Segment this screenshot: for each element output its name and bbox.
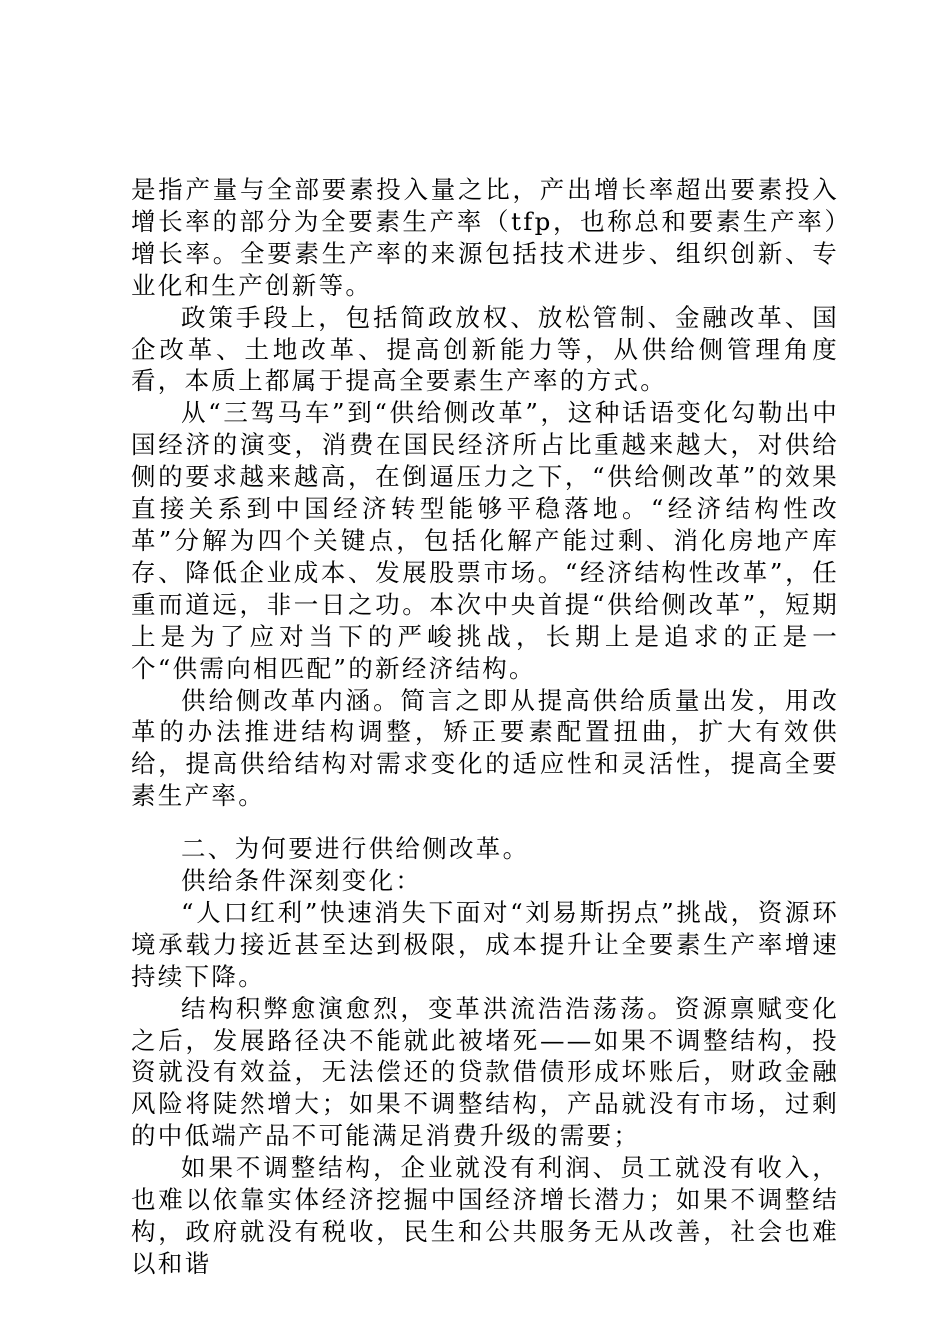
document-page: [131, 174, 839, 1280]
paragraph-three-carriages: 从“三驾马车”到“供给侧改革”，这种话语变化勾勒出中国经济的演变，消费在国民经济所占比重越来越大，对供给侧的要求越来越高，在倒逼压力之下，“供给侧改革”的效果直接关系到中国经济转型能够平稳落地。“经济结构性改革”分解为四个关键点，包括化解产能过剩、消化房地产库存、降低企业成本、发展股票市场。“经济结构性改革”，任重而道远，非一日之功。本次中央首提“供给侧改革”，短期上是为了应对当下的严峻挑战，长期上是追求的正是一个“供需向相匹配”的新经济结构。: [131, 398, 839, 683]
paragraph-policy-means: 政策手段上，包括简政放权、放松管制、金融改革、国企改革、土地改革、提高创新能力等，从供给侧管理角度看，本质上都属于提高全要素生产率的方式。: [131, 302, 839, 396]
paragraph-supply-conditions: 供给条件深刻变化：: [181, 866, 423, 896]
paragraph-tfp-definition: 是指产量与全部要素投入量之比，产出增长率超出要素投入增长率的部分为全要素生产率（tfp，也称总和要素生产率）增长率。全要素生产率的来源包括技术进步、组织创新、专业化和生产创新等。: [131, 175, 839, 300]
paragraph-demographic-dividend: “人口红利”快速消失下面对“刘易斯拐点”挑战，资源环境承载力接近甚至达到极限，成本提升让全要素生产率增速持续下降。: [131, 897, 839, 991]
section-heading-why-reform: 二、为何要进行供给侧改革。: [181, 834, 530, 864]
paragraph-reform-meaning: 供给侧改革内涵。简言之即从提高供给质量出发，用改革的办法推进结构调整，矫正要素配置扭曲，扩大有效供给，提高供给结构对需求变化的适应性和灵活性，提高全要素生产率。: [131, 685, 839, 811]
paragraph-structural-problems: 结构积弊愈演愈烈，变革洪流浩浩荡荡。资源禀赋变化之后，发展路径决不能就此被堵死——如果不调整结构，投资就没有效益，无法偿还的贷款借债形成坏账后，财政金融风险将陡然增大；如果不调整结构，产品就没有市场，过剩的中低端产品不可能满足消费升级的需要；: [131, 993, 839, 1151]
paragraph-adjust-structure: 如果不调整结构，企业就没有利润、员工就没有收入，也难以依靠实体经济挖掘中国经济增长潜力；如果不调整结构，政府就没有税收，民生和公共服务无从改善，社会也难以和谐: [131, 1153, 839, 1278]
